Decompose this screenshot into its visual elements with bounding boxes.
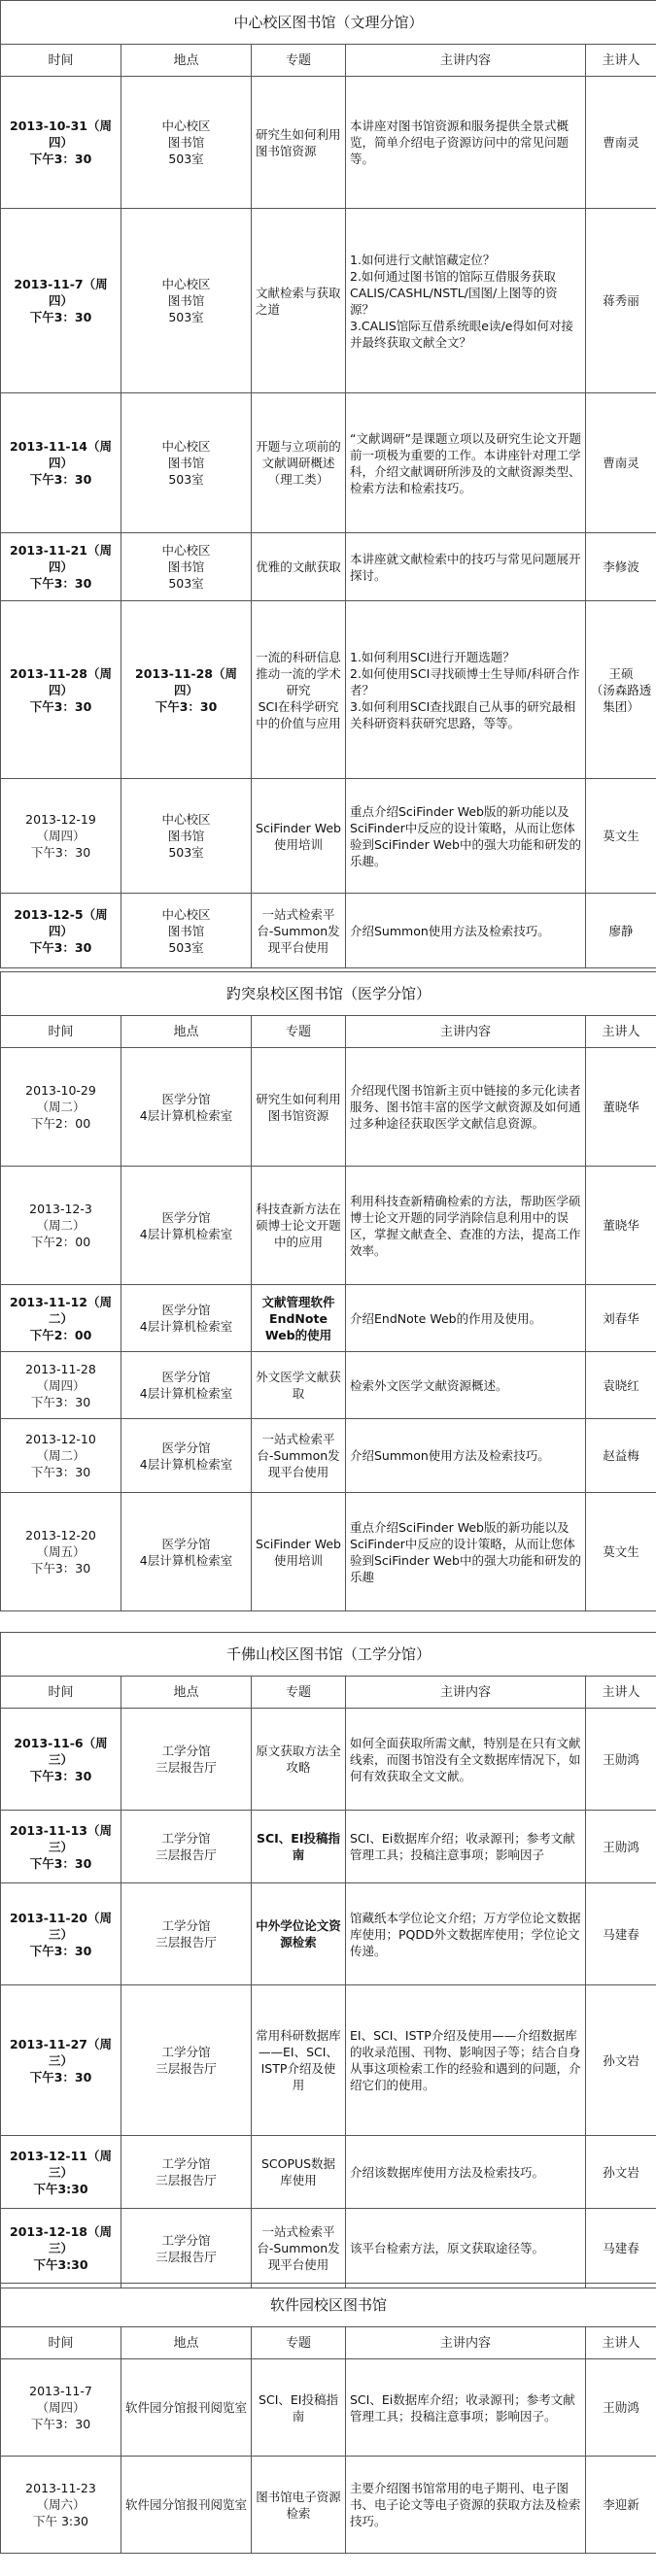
speaker-cell: 廖静	[586, 894, 656, 968]
content-cell: 重点介绍SciFinder Web版的新功能以及SciFinder中反应的设计策略，从而让您体验到SciFinder Web中的强大功能和研发的乐趣。	[346, 779, 586, 894]
place-cell: 中心校区 图书馆 503室	[121, 209, 252, 393]
speaker-cell: 袁晓红	[586, 1352, 656, 1419]
date-cell: 2013-12-19 （周四） 下午3：30	[1, 779, 121, 894]
date-cell: 2013-10-29 （周二） 下午2：00	[1, 1048, 121, 1167]
place-cell: 工学分馆 三层报告厅	[121, 1709, 252, 1811]
section-ruanjianyuan	[0, 2283, 656, 2554]
table-row	[1, 2136, 656, 2209]
header-topic: 专题	[252, 1677, 346, 1709]
header-time: 时间	[1, 1016, 121, 1048]
topic-cell: 外文医学文献获取	[252, 1352, 346, 1419]
date-cell: 2013-11-21（周四） 下午3：30	[1, 533, 121, 601]
header-topic: 专题	[252, 2327, 346, 2359]
content-cell: 本讲座就文献检索中的技巧与常见问题展开探讨。	[346, 533, 586, 601]
speaker-cell: 马建春	[586, 2209, 656, 2288]
speaker-cell: 莫文生	[586, 1493, 656, 1611]
place-cell: 医学分馆 4层计算机检索室	[121, 1167, 252, 1285]
content-cell: 1.如何进行文献馆藏定位？ 2.如何通过图书馆的馆际互借服务获取CALIS/CASHL/NSTL/国图/上图等的资源？ 3.CALIS馆际互借系统眼e读/e得如何对接并最终获取文献全文？	[346, 209, 586, 393]
topic-cell: 研究生如何利用图书馆资源	[252, 1048, 346, 1167]
topic-cell: SCI、EI投稿指南	[252, 2359, 346, 2457]
speaker-cell: 莫文生	[586, 779, 656, 894]
place-cell: 软件园分馆报刊阅览室	[121, 2359, 252, 2457]
header-row	[1, 2327, 656, 2359]
table-row	[1, 1883, 656, 1985]
topic-cell: 科技查新方法在硕博士论文开题中的应用	[252, 1167, 346, 1285]
content-cell: 介绍Summon使用方法及检索技巧。	[346, 1419, 586, 1493]
date-cell: 2013-11-28（周四） 下午3：30	[1, 601, 121, 779]
topic-cell: 文献检索与获取之道	[252, 209, 346, 393]
section-wenli	[0, 0, 656, 968]
speaker-cell: 刘春华	[586, 1285, 656, 1352]
table-row	[1, 2209, 656, 2288]
date-cell: 2013-10-31（周四） 下午3：30	[1, 77, 121, 209]
section-title: 中心校区图书馆（文理分馆）	[1, 1, 656, 45]
place-cell: 软件园分馆报刊阅览室	[121, 2457, 252, 2554]
header-speaker: 主讲人	[586, 45, 656, 77]
place-cell: 中心校区 图书馆 503室	[121, 894, 252, 968]
speaker-cell: 曹南灵	[586, 393, 656, 533]
content-cell: EI、SCI、ISTP介绍及使用——介绍数据库的收录范围、刊物、影响因子等；结合自身从事这项检索工作的经验和遇到的问题，介绍它们的使用。	[346, 1985, 586, 2136]
topic-cell: 优雅的文献获取	[252, 533, 346, 601]
content-cell: 介绍Summon使用方法及检索技巧。	[346, 894, 586, 968]
content-cell: 如何全面获取所需文献，特别是在只有文献线索，而图书馆没有全文数据库情况下，如何有效获取全文文献。	[346, 1709, 586, 1811]
speaker-cell: 马建春	[586, 1883, 656, 1985]
place-cell: 医学分馆 4层计算机检索室	[121, 1285, 252, 1352]
date-cell: 2013-11-27（周三） 下午3：30	[1, 1985, 121, 2136]
content-cell: 馆藏纸本学位论文介绍；万方学位论文数据库使用；PQDD外文数据库使用；学位论文传递。	[346, 1883, 586, 1985]
speaker-cell: 王勋鸿	[586, 1811, 656, 1883]
speaker-cell: 董晓华	[586, 1167, 656, 1285]
content-cell: 1.如何利用SCI进行开题选题？ 2.如何使用SCI寻找硕博士生导师/科研合作者？ 3.如何利用SCI查找跟自己从事的研究最相关科研资料获研究思路，等等。	[346, 601, 586, 779]
table-row	[1, 1811, 656, 1883]
header-speaker: 主讲人	[586, 1677, 656, 1709]
table-row	[1, 601, 656, 779]
place-cell: 医学分馆 4层计算机检索室	[121, 1419, 252, 1493]
place-cell: 中心校区 图书馆 503室	[121, 393, 252, 533]
header-time: 时间	[1, 2327, 121, 2359]
section-title: 千佛山校区图书馆（工学分馆）	[1, 1633, 656, 1677]
header-place: 地点	[121, 1677, 252, 1709]
place-cell: 工学分馆 三层报告厅	[121, 2136, 252, 2209]
place-cell: 工学分馆 三层报告厅	[121, 1985, 252, 2136]
header-content: 主讲内容	[346, 1016, 586, 1048]
place-cell: 工学分馆 三层报告厅	[121, 1811, 252, 1883]
header-topic: 专题	[252, 1016, 346, 1048]
speaker-cell: 孙文岩	[586, 2136, 656, 2209]
header-place: 地点	[121, 2327, 252, 2359]
header-content: 主讲内容	[346, 1677, 586, 1709]
schedule-table	[0, 1632, 656, 2288]
topic-cell: 开题与立项前的文献调研概述 （理工类）	[252, 393, 346, 533]
place-cell: 中心校区 图书馆 503室	[121, 77, 252, 209]
date-cell: 2013-11-28 （周四） 下午3：30	[1, 1352, 121, 1419]
date-cell: 2013-11-6（周三） 下午3：30	[1, 1709, 121, 1811]
topic-cell: SCI、EI投稿指南	[252, 1811, 346, 1883]
header-row	[1, 45, 656, 77]
date-cell: 2013-11-12（周二） 下午2：00	[1, 1285, 121, 1352]
table-row	[1, 533, 656, 601]
section-title: 趵突泉校区图书馆（医学分馆）	[1, 972, 656, 1016]
speaker-cell: 赵益梅	[586, 1419, 656, 1493]
date-cell: 2013-12-20 （周五） 下午3：30	[1, 1493, 121, 1611]
table-row	[1, 1285, 656, 1352]
header-place: 地点	[121, 1016, 252, 1048]
topic-cell: SciFinder Web 使用培训	[252, 779, 346, 894]
speaker-cell: 孙文岩	[586, 1985, 656, 2136]
table-row	[1, 2457, 656, 2554]
table-row	[1, 2359, 656, 2457]
section-yixue	[0, 971, 656, 1611]
section-gongxue	[0, 1632, 656, 2288]
content-cell: 主要介绍图书馆常用的电子期刊、电子图书、电子论文等电子资源的获取方法及检索技巧。	[346, 2457, 586, 2554]
content-cell: 重点介绍SciFinder Web版的新功能以及SciFinder中反应的设计策略，从而让您体验到SciFinder Web中的强大功能和研发的乐趣	[346, 1493, 586, 1611]
content-cell: 检索外文医学文献资源概述。	[346, 1352, 586, 1419]
speaker-cell: 李迎新	[586, 2457, 656, 2554]
topic-cell: 一流的科研信息推动一流的学术研究 SCI在科学研究中的价值与应用	[252, 601, 346, 779]
speaker-cell: 蒋秀丽	[586, 209, 656, 393]
date-cell: 2013-11-7 （周四） 下午3：30	[1, 2359, 121, 2457]
topic-cell: 研究生如何利用图书馆资源	[252, 77, 346, 209]
place-cell: 医学分馆 4层计算机检索室	[121, 1352, 252, 1419]
topic-cell: 文献管理软件EndNote Web的使用	[252, 1285, 346, 1352]
header-content: 主讲内容	[346, 45, 586, 77]
header-content: 主讲内容	[346, 2327, 586, 2359]
table-row	[1, 894, 656, 968]
header-row	[1, 1016, 656, 1048]
topic-cell: 原文获取方法全攻略	[252, 1709, 346, 1811]
date-cell: 2013-11-20（周三） 下午3：30	[1, 1883, 121, 1985]
table-row	[1, 77, 656, 209]
header-place: 地点	[121, 45, 252, 77]
place-cell: 工学分馆 三层报告厅	[121, 2209, 252, 2288]
table-row	[1, 1048, 656, 1167]
place-cell: 中心校区 图书馆 503室	[121, 779, 252, 894]
place-cell: 医学分馆 4层计算机检索室	[121, 1493, 252, 1611]
date-cell: 2013-12-11（周三） 下午3:30	[1, 2136, 121, 2209]
table-row	[1, 779, 656, 894]
date-cell: 2013-11-14（周四） 下午3：30	[1, 393, 121, 533]
table-row	[1, 1985, 656, 2136]
section-title: 软件园校区图书馆	[1, 2284, 656, 2327]
table-row	[1, 1493, 656, 1611]
table-row	[1, 393, 656, 533]
speaker-cell: 董晓华	[586, 1048, 656, 1167]
date-cell: 2013-12-18（周三） 下午3:30	[1, 2209, 121, 2288]
date-cell: 2013-11-13（周三） 下午3：30	[1, 1811, 121, 1883]
table-row	[1, 1419, 656, 1493]
place-cell: 2013-11-28（周四） 下午3：30	[121, 601, 252, 779]
place-cell: 中心校区 图书馆 503室	[121, 533, 252, 601]
speaker-cell: 李修波	[586, 533, 656, 601]
speaker-cell: 曹南灵	[586, 77, 656, 209]
schedule-table	[0, 2283, 656, 2554]
content-cell: 介绍EndNote Web的作用及使用。	[346, 1285, 586, 1352]
topic-cell: SCOPUS数据库使用	[252, 2136, 346, 2209]
schedule-table	[0, 971, 656, 1611]
topic-cell: 常用科研数据库——EI、SCI、ISTP介绍及使用	[252, 1985, 346, 2136]
date-cell: 2013-11-7（周四） 下午3：30	[1, 209, 121, 393]
schedule-table	[0, 0, 656, 968]
topic-cell: 一站式检索平台-Summon发现平台使用	[252, 894, 346, 968]
date-cell: 2013-12-3 （周二） 下午2：00	[1, 1167, 121, 1285]
place-cell: 工学分馆 三层报告厅	[121, 1883, 252, 1985]
content-cell: 介绍该数据库使用方法及检索技巧。	[346, 2136, 586, 2209]
content-cell: 该平台检索方法，原文获取途径等。	[346, 2209, 586, 2288]
header-time: 时间	[1, 45, 121, 77]
date-cell: 2013-11-23 （周六） 下午 3:30	[1, 2457, 121, 2554]
content-cell: SCI、Ei数据库介绍；收录源刊；参考文献管理工具；投稿注意事项；影响因子	[346, 1811, 586, 1883]
table-row	[1, 1167, 656, 1285]
header-speaker: 主讲人	[586, 2327, 656, 2359]
table-row	[1, 1352, 656, 1419]
content-cell: 介绍现代图书馆新主页中链接的多元化读者服务、图书馆丰富的医学文献资源及如何通过多种途径获取医学文献信息资源。	[346, 1048, 586, 1167]
date-cell: 2013-12-10 （周二） 下午3：30	[1, 1419, 121, 1493]
header-topic: 专题	[252, 45, 346, 77]
topic-cell: SciFinder Web使用培训	[252, 1493, 346, 1611]
place-cell: 医学分馆 4层计算机检索室	[121, 1048, 252, 1167]
topic-cell: 图书馆电子资源检索	[252, 2457, 346, 2554]
header-row	[1, 1677, 656, 1709]
table-row	[1, 209, 656, 393]
header-time: 时间	[1, 1677, 121, 1709]
content-cell: 本讲座对图书馆资源和服务提供全景式概览，简单介绍电子资源访问中的常见问题等。	[346, 77, 586, 209]
speaker-cell: 王勋鸿	[586, 2359, 656, 2457]
content-cell: “文献调研”是课题立项以及研究生论文开题前一项极为重要的工作。本讲座针对理工学科，介绍文献调研所涉及的文献资源类型、检索方法和检索技巧。	[346, 393, 586, 533]
topic-cell: 一站式检索平台-Summon发现平台使用	[252, 1419, 346, 1493]
topic-cell: 一站式检索平台-Summon发现平台使用	[252, 2209, 346, 2288]
table-row	[1, 1709, 656, 1811]
speaker-cell: 王硕 （汤森路透集团）	[586, 601, 656, 779]
header-speaker: 主讲人	[586, 1016, 656, 1048]
speaker-cell: 王勋鸿	[586, 1709, 656, 1811]
content-cell: 利用科技查新精确检索的方法，帮助医学硕博士论文开题的同学消除信息利用中的误区，掌握文献查全、查准的方法，提高工作效率。	[346, 1167, 586, 1285]
date-cell: 2013-12-5（周四） 下午3：30	[1, 894, 121, 968]
topic-cell: 中外学位论文资源检索	[252, 1883, 346, 1985]
content-cell: SCI、Ei数据库介绍；收录源刊；参考文献管理工具；投稿注意事项；影响因子。	[346, 2359, 586, 2457]
